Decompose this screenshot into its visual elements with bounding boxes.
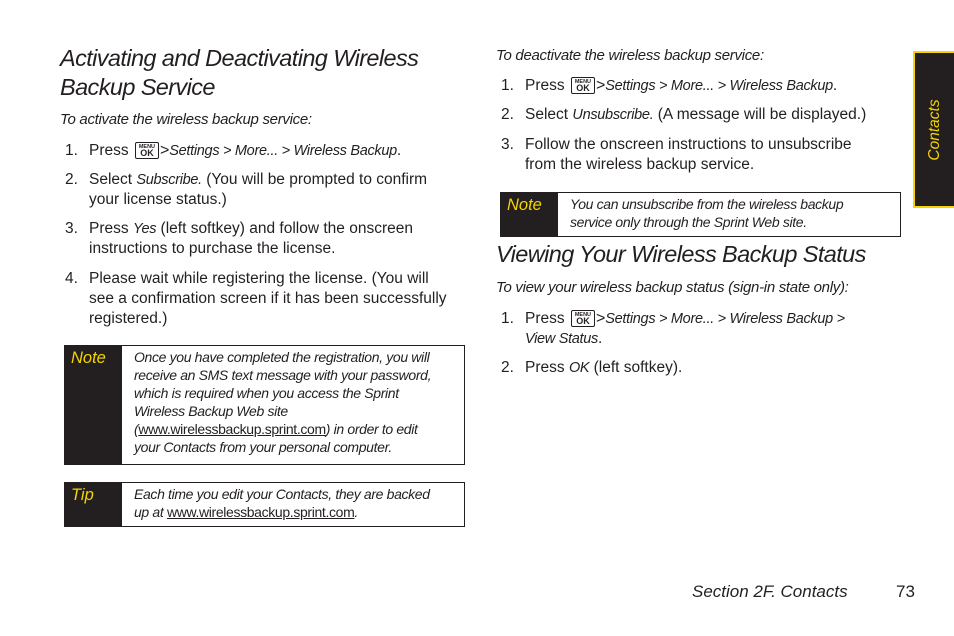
backup-site-link[interactable]: www.wirelessbackup.sprint.com <box>138 421 326 437</box>
tip-text: Each time you edit your Contacts, they are backed up at www.wirelessbackup.sprint.com. <box>134 486 430 520</box>
note-text: Once you have completed the registration, you will receive an SMS text message with your password, which is required when you access the Sprint Wireless Backup Web site (www.wirelessbackup.sprint.com) in order to edit your Contacts from your personal computer. <box>134 349 432 455</box>
option-unsubscribe: Unsubscribe. <box>572 107 654 123</box>
menu-ok-key-icon: MENU OK <box>135 142 159 159</box>
option-subscribe: Subscribe. <box>136 172 202 188</box>
side-tab-label: Contacts <box>925 98 943 161</box>
step-number: 2. <box>65 171 78 188</box>
activate-intro: To activate the wireless backup service: <box>60 111 312 128</box>
view-step-1: 1. Press MENU OK >Settings > More... > Wireless Backup > View Status. <box>501 310 845 347</box>
menu-path: Settings > More... > Wireless Backup <box>605 78 833 94</box>
activate-step-1: 1. Press MENU OK >Settings > More... > Wireless Backup. <box>65 142 402 159</box>
registration-note <box>64 345 465 465</box>
menu-ok-key-icon: MENU OK <box>571 77 595 94</box>
activate-steps <box>60 141 472 329</box>
menu-path-end: View Status <box>525 331 599 347</box>
deactivate-steps <box>496 76 896 175</box>
activation-heading-line2: Backup Service <box>60 74 215 100</box>
activate-step-4: 4. Please wait while registering the license. (You will see a confirmation screen if it has been successfully registered.) <box>65 270 447 327</box>
activate-step-2: 2. Select Subscribe. (You will be prompted to confirm your license status.) <box>65 171 428 208</box>
view-step-2: 2. Press OK (left softkey). <box>501 359 683 376</box>
menu-path: Settings > More... > Wireless Backup <box>169 143 397 159</box>
footer-section: Section 2F. Contacts <box>692 582 848 601</box>
page-number: 73 <box>896 582 915 601</box>
step-number: 4. <box>65 270 78 287</box>
note-label: Note <box>501 193 558 236</box>
note-text: You can unsubscribe from the wireless backup service only through the Sprint Web site. <box>570 196 844 230</box>
step-number: 1. <box>65 142 78 159</box>
tip-label: Tip <box>65 483 122 526</box>
note-label: Note <box>65 346 122 464</box>
option-ok: OK <box>568 360 590 376</box>
backup-site-link[interactable]: www.wirelessbackup.sprint.com <box>166 504 355 520</box>
option-yes: Yes <box>132 221 157 237</box>
unsubscribe-note <box>500 192 901 237</box>
edit-contacts-tip <box>64 482 465 527</box>
step-text: Press <box>89 142 129 159</box>
activate-step-3: 3. Press Yes (left softkey) and follow the onscreen instructions to purchase the license. <box>65 220 413 257</box>
menu-path: Settings > More... > Wireless Backup > <box>605 311 845 327</box>
menu-ok-key-icon: MENU OK <box>571 310 595 327</box>
deactivate-step-3: 3. Follow the onscreen instructions to unsubscribe from the wireless backup service. <box>501 136 852 173</box>
view-intro: To view your wireless backup status (sign-in state only): <box>496 279 849 296</box>
deactivate-intro: To deactivate the wireless backup service: <box>496 47 764 64</box>
step-number: 3. <box>65 220 78 237</box>
section-side-tab <box>913 51 954 208</box>
activation-heading-line1: Activating and Deactivating Wireless <box>60 45 419 71</box>
activation-heading <box>60 44 480 102</box>
view-steps <box>496 309 896 378</box>
deactivate-step-1: 1. Press MENU OK >Settings > More... > Wireless Backup. <box>501 77 838 94</box>
deactivate-step-2: 2. Select Unsubscribe. (A message will be displayed.) <box>501 106 867 123</box>
viewing-heading: Viewing Your Wireless Backup Status <box>496 241 866 267</box>
